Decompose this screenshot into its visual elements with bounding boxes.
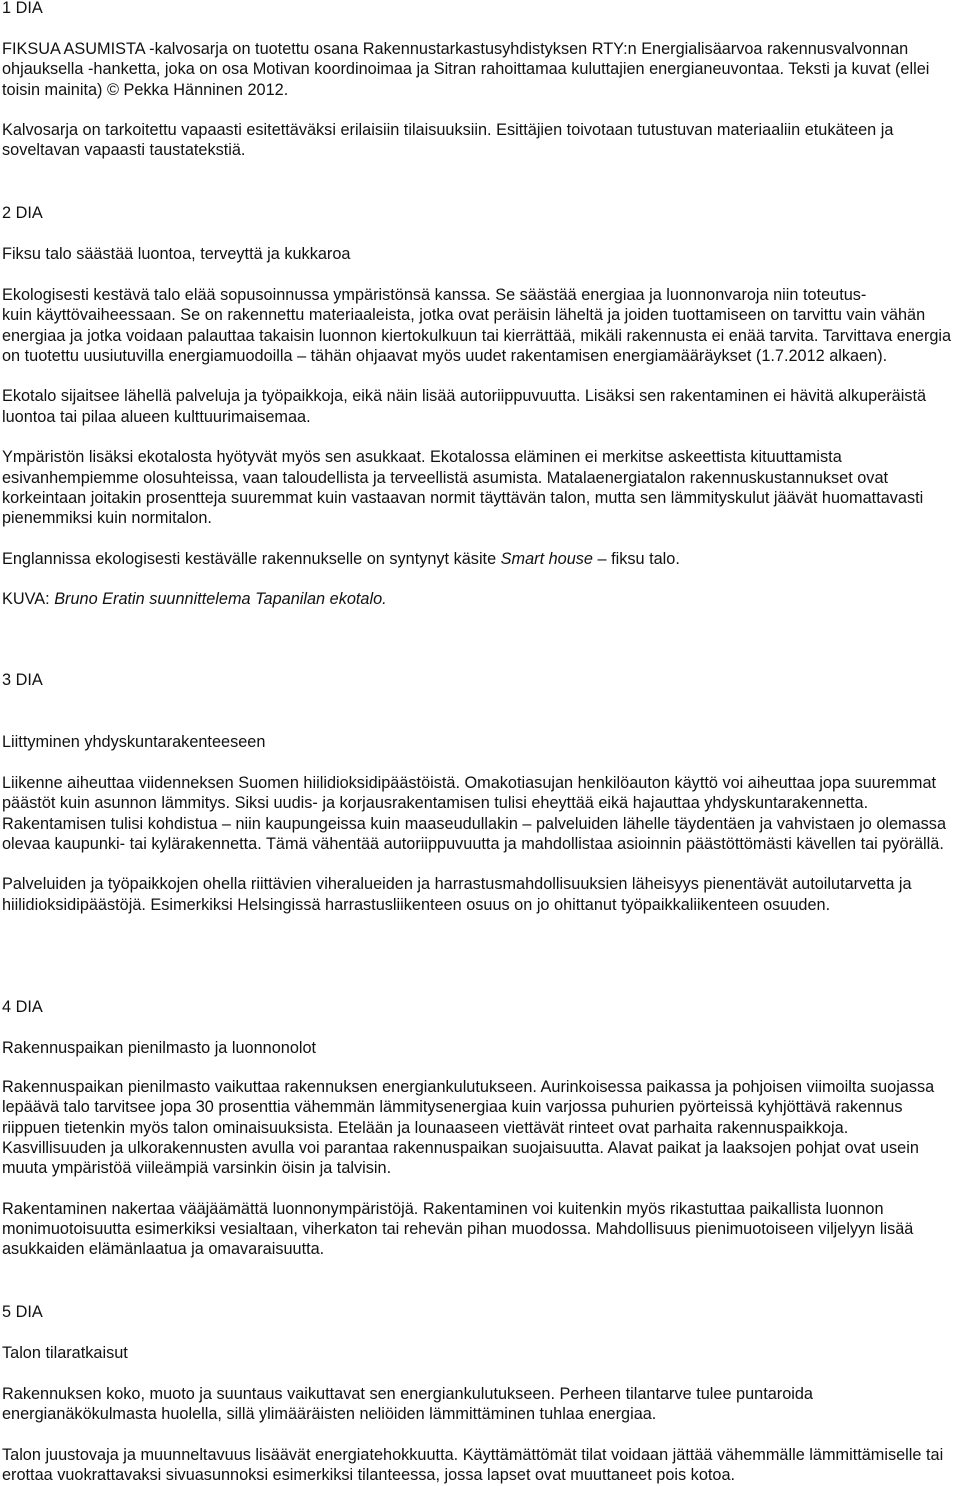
paragraph-text: – fiksu talo. [592,549,680,568]
paragraph-text: Palveluiden ja työpaikkojen ohella riittävien viheralueiden ja harrastusmahdollisuuksien läheisyys pienentävät autoilutarvetta ja hiilidioksidipäästöjä. Esimerkiksi Helsingissä harrastusliikenteen osuus on jo ohittanut työpaikkaliikenteen osuuden. [2,875,912,914]
italic-text: Bruno Eratin suunnittelema Tapanilan ekotalo. [54,590,387,609]
paragraph-text: Talon juustovaja ja muunneltavuus lisäävät energiatehokkuutta. Käyttämättömät tilat voidaan jättää vähemmälle lämmittämiselle tai erottaa vuokrattavaksi sivuasunnoksi esimerkiksi tilanteessa, jossa lapset ovat muuttaneet pois kotoa. [2,1445,944,1485]
section-5-heading: 5 DIA [2,1303,43,1321]
paragraph-text: kuin käyttövaiheessaan. [2,306,176,325]
paragraph [2,386,956,427]
paragraph [2,39,956,100]
paragraph [2,1384,956,1425]
paragraph-text: Rakennuspaikan pienilmasto vaikuttaa rakennuksen energiankulutukseen. Aurinkoisessa paikassa ja pohjoisen viimoilta suojassa lepäävä talo tarvitsee jopa 30 prosenttia vähemmän lämmitysenergiaa kuin varjossa puhurien pyörteissä kyhjöttävä rakennus riippuen tietenkin myös talon ominaisuuksista. Etelään ja lounaaseen viettävät rinteet ovat parhaita rakennuspaikkoja. Kasvillisuuden ja ulkorakennusten avulla voi parantaa rakennuspaikan suojaisuutta. Alavat paikat ja laaksojen pohjat ovat usein muuta ympäristöä viileämpiä varsinkin öisin ja talvisin. [2,1078,935,1178]
section-1-body [2,39,956,161]
paragraph-text: Ekotalo sijaitsee lähellä palveluja ja työpaikkoja, eikä näin lisää autoriippuvuutta. Lisäksi sen rakentaminen ei hävitä alkuperäistä luontoa tai pilaa alueen kulttuurimaisemaa. [2,387,927,426]
paragraph-text: Kalvosarja on tarkoitettu vapaasti esitettäväksi erilaisiin tilaisuuksiin. Esittäjien toivotaan tutustuvan materiaaliin etukäteen ja soveltavan vapaasti taustatekstiä. [2,121,894,160]
section-5-title: Talon tilaratkaisut [2,1344,128,1362]
paragraph [2,1077,956,1178]
section-3-body [2,773,956,915]
section-3-title: Liittyminen yhdyskuntarakenteeseen [2,733,266,751]
section-1-heading: 1 DIA [2,0,43,17]
paragraph-text: Englannissa ekologisesti kestävälle rakennukselle on syntynyt käsite [2,549,501,568]
paragraph [2,285,956,366]
section-5-body [2,1384,956,1485]
paragraph-text: Se on rakennettu materiaaleista, jotka ovat peräisin läheltä ja joiden tuottamiseen on tarvittu vain vähän energiaa ja jotka voidaan palauttaa takaisin luonnon kiertokulkuun tai kierrättää, mikäli rakennusta ei enää tarvita. Tarvittava energia on tuotettu uusiutuvilla energiamuodoilla – tähän ohjaavat myös uudet rakentamisen energiamääräykset (1.7.2012 alkaen). [2,306,952,365]
section-3-heading: 3 DIA [2,671,43,689]
section-4-body [2,1077,956,1260]
section-2-title: Fiksu talo säästää luontoa, terveyttä ja kukkaroa [2,245,351,263]
paragraph-text: KUVA: [2,590,55,609]
paragraph [2,589,956,609]
paragraph-text: Ympäristön lisäksi ekotalosta hyötyvät myös sen asukkaat. Ekotalossa eläminen ei merkitse askeettista kituuttamista esivanhempiemme olosuhteissa, vaan taloudellista ja terveellistä asumista. Matalaenergiatalon rakennuskustannukset ovat korkeintaan joitakin prosentteja suuremmat kuin vastaavan normit täyttävän talon, mutta sen lämmityskulut jäävät huomattavasti pienemmiksi kuin normitalon. [2,448,924,528]
italic-text: Smart house [500,549,593,568]
paragraph [2,549,956,569]
section-2-body [2,285,956,610]
paragraph-text: Rakennuksen koko, muoto ja suuntaus vaikuttavat sen energiankulutukseen. Perheen tilantarve tulee puntaroida energianäkökulmasta huolella, sillä ylimääräisten neliöiden lämmittäminen tuhlaa energiaa. [2,1385,813,1424]
paragraph-text: Liikenne aiheuttaa viidenneksen Suomen hiilidioksidipäästöistä. Omakotiasujan henkilöauton käyttö voi aiheuttaa jopa suuremmat päästöt kuin asunnon lämmitys. Siksi uudis- ja korjausrakentamisen tulisi eheyttää eikä hajauttaa yhdyskuntarakennetta. Rakentamisen tulisi kohdistua – niin kaupungeissa kuin maaseudullakin – palveluiden lähelle täydentäen ja vahvistaen jo olemassa olevaa kaupunki- tai kylärakennetta. Tämä vähentää autoriippuvuutta ja mahdollistaa asioinnin päästöttömästi kävellen tai pyörällä. [2,774,947,853]
paragraph [2,1199,956,1260]
paragraph [2,447,956,528]
paragraph-text: Rakentaminen nakertaa vääjäämättä luonnonympäristöjä. Rakentaminen voi kuitenkin myös rikastuttaa paikallista luonnon monimuotoisuutta esimerkiksi vesialtaan, viherkaton tai rehevän pihan muodossa. Mahdollisuus pienimuotoiseen viljelyyn lisää asukkaiden elämänlaatua ja omavaraisuutta. [2,1199,914,1259]
paragraph [2,1445,956,1486]
paragraph-text: Ekologisesti kestävä talo elää sopusoinnussa ympäristönsä kanssa. Se säästää energiaa ja luonnonvaroja niin toteutus- [2,286,867,304]
paragraph-text: FIKSUA ASUMISTA -kalvosarja on tuotettu osana Rakennustarkastusyhdistyksen RTY:n Energialisäarvoa rakennusvalvonnan ohjauksella -hanketta, joka on osa Motivan koordinoimaa ja Sitran rahoittamaa kuluttajien energianeuvontaa. Teksti ja kuvat (ellei toisin mainita) © Pekka Hänninen 2012. [2,40,930,99]
section-4-title: Rakennuspaikan pienilmasto ja luonnonolot [2,1039,317,1057]
section-2-heading: 2 DIA [2,204,43,222]
paragraph [2,874,956,915]
section-4-heading: 4 DIA [2,998,43,1016]
paragraph [2,773,956,854]
paragraph [2,120,956,161]
